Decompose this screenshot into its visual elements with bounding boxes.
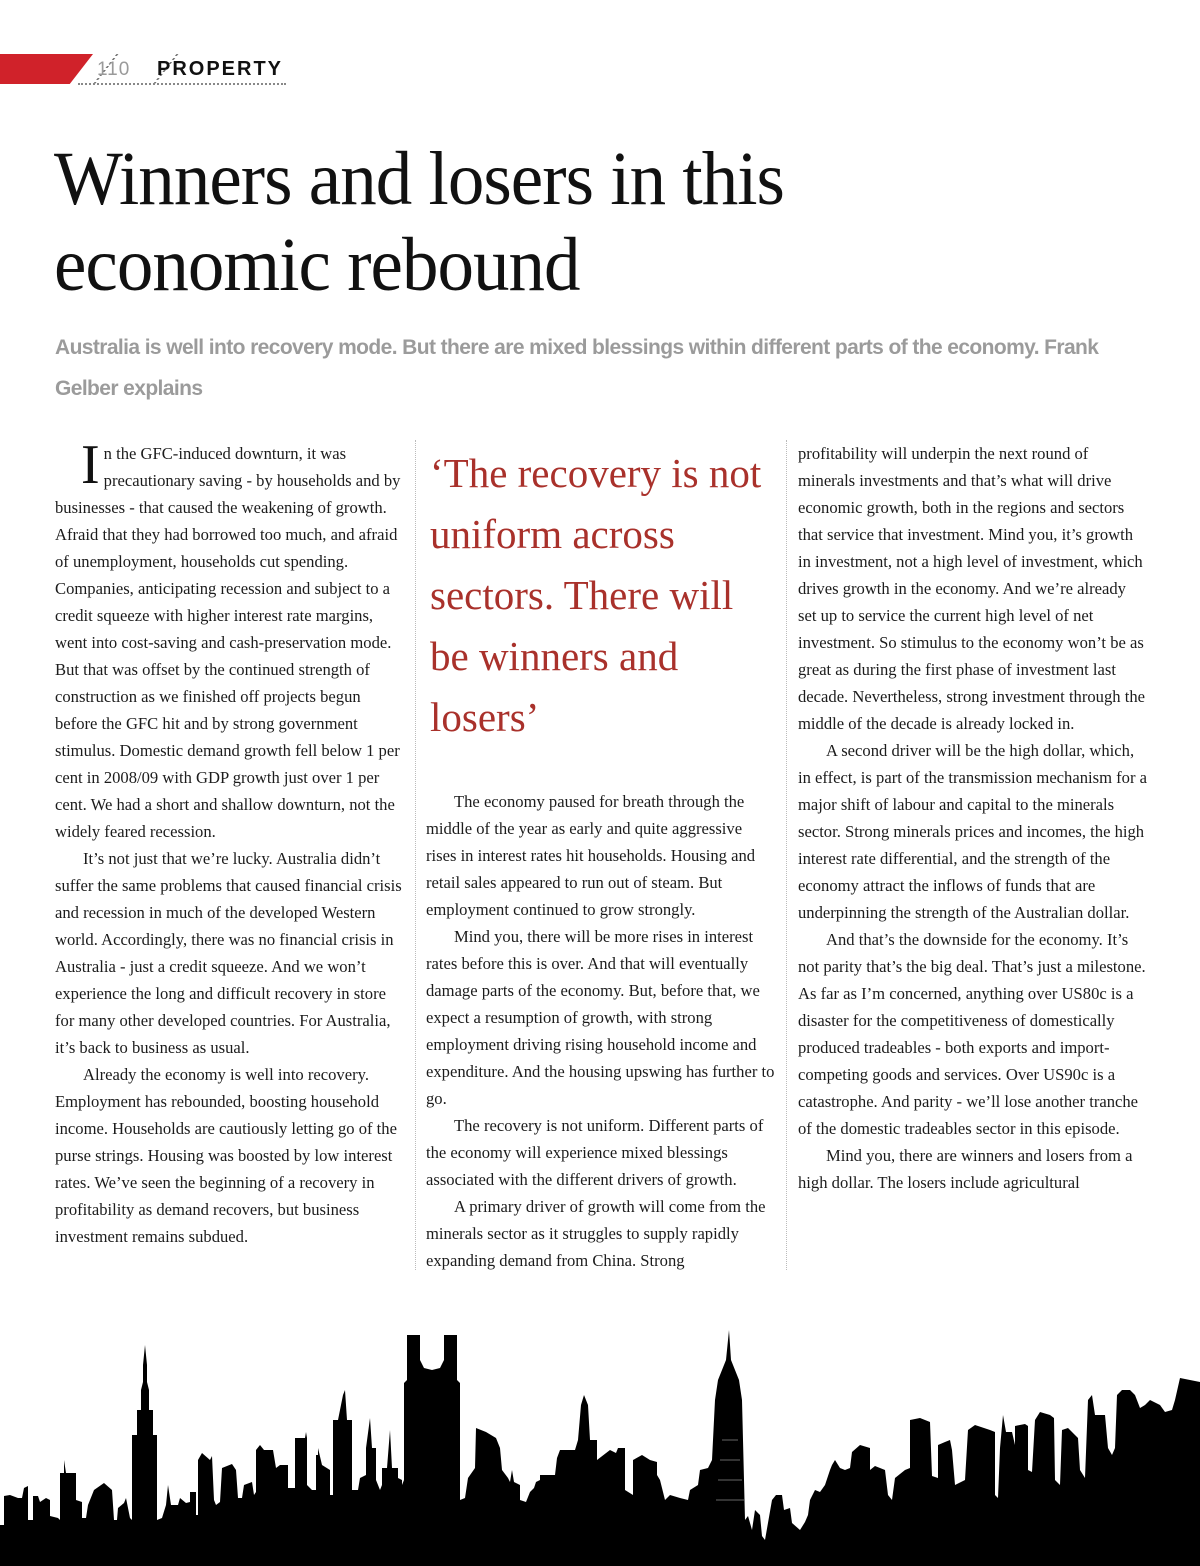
body-paragraph: A second driver will be the high dollar, which, in effect, is part of the transmission mechanism for a major shift of labour and capital to the minerals sector. Strong minerals prices and incomes, the high interest rate differential, and the strength of the economy attract the inflows of funds that are underpinning the strength of the Australian dollar. xyxy=(798,741,1147,922)
page-number: 110 xyxy=(97,59,131,80)
article-standfirst: Australia is well into recovery mode. But there are mixed blessings within different parts of the economy. Frank Gelber explains xyxy=(55,336,1099,400)
column-divider xyxy=(786,440,787,1270)
body-paragraph: Mind you, there are winners and losers from a high dollar. The losers include agricultural xyxy=(798,1146,1133,1192)
section-color-bar xyxy=(0,54,93,84)
drop-cap: I xyxy=(81,434,100,496)
body-paragraph: It’s not just that we’re lucky. Australia didn’t suffer the same problems that caused financial crisis and recession in much of the developed Western world. Accordingly, there was no financial crisis in Australia - just a credit squeeze. And we won’t experience the long and difficult recovery in store for many other developed countries. For Australia, it’s back to business as usual. xyxy=(55,849,402,1057)
paragraph-text: n the GFC-induced downturn, it was precautionary saving - by households and by businesses - that caused the weakening of growth. Afraid that they had borrowed too much, and afraid of unemployment, households cut spending. Companies, anticipating recession and subject to a credit squeeze with higher interest rate margins, went into cost-saving and cash-preservation mode. But that was offset by the continued strength of construction as we finished off projects begun before the GFC hit and by strong government stimulus. Domestic demand growth fell below 1 per cent in 2008/09 with GDP growth just over 1 per cent. We had a short and shallow downturn, not the widely feared recession. xyxy=(55,444,401,841)
body-paragraph: A primary driver of growth will come from the minerals sector as it struggles to supply rapidly expanding demand from China. Strong xyxy=(426,1197,766,1270)
skyline-silhouette xyxy=(0,1330,1200,1566)
body-paragraph: Mind you, there will be more rises in interest rates before this is over. And that will eventually damage parts of the economy. But, before that, we expect a resumption of growth, with strong employment driving rising household income and expenditure. And the housing upswing has further to go. xyxy=(426,927,775,1108)
body-paragraph: And that’s the downside for the economy. It’s not parity that’s the big deal. That’s just a milestone. As far as I’m concerned, anything over US80c is a disaster for the competitiveness of domestically produced tradeables - both exports and import-competing goods and services. Over US90c is a catastrophe. And parity - we’ll lose another tranche of the domestic tradeables sector in this episode. xyxy=(798,930,1146,1138)
article-column-2 xyxy=(426,788,776,1274)
body-paragraph: The recovery is not uniform. Different parts of the economy will experience mixed blessings associated with the different drivers of growth. xyxy=(426,1116,764,1189)
column-divider xyxy=(415,440,416,1270)
section-label: PROPERTY xyxy=(157,58,284,80)
article-column-1 xyxy=(55,434,405,1250)
body-paragraph: Already the economy is well into recovery. Employment has rebounded, boosting household income. Households are cautiously letting go of the purse strings. Housing was boosted by low interest rates. We’ve seen the beginning of a recovery in profitability as demand recovers, but business investment remains subdued. xyxy=(55,1065,397,1246)
body-paragraph xyxy=(55,434,405,845)
city-skyline-icon xyxy=(0,1320,1200,1566)
article-column-3 xyxy=(798,440,1148,1196)
pull-quote: ‘The recovery is not uniform across sectors. There will be winners and losers’ xyxy=(430,450,762,740)
body-paragraph: profitability will underpin the next round of minerals investments and that’s what will drive economic growth, both in the regions and sectors that service that investment. Mind you, it’s growth in investment, not a high level of investment, which drives growth in the economy. And we’re already set up to service the current high level of net investment. So stimulus to the economy won’t be as great as during the first phase of investment last decade. Nevertheless, strong investment through the middle of the decade is already locked in. xyxy=(798,444,1145,733)
body-paragraph: The economy paused for breath through the middle of the year as early and quite aggressive rises in interest rates hit households. Housing and retail sales appeared to run out of steam. But employment continued to grow strongly. xyxy=(426,792,756,919)
section-header xyxy=(0,54,300,84)
dotted-rule xyxy=(78,83,286,85)
article-title: Winners and losers in this economic rebound xyxy=(54,137,784,307)
